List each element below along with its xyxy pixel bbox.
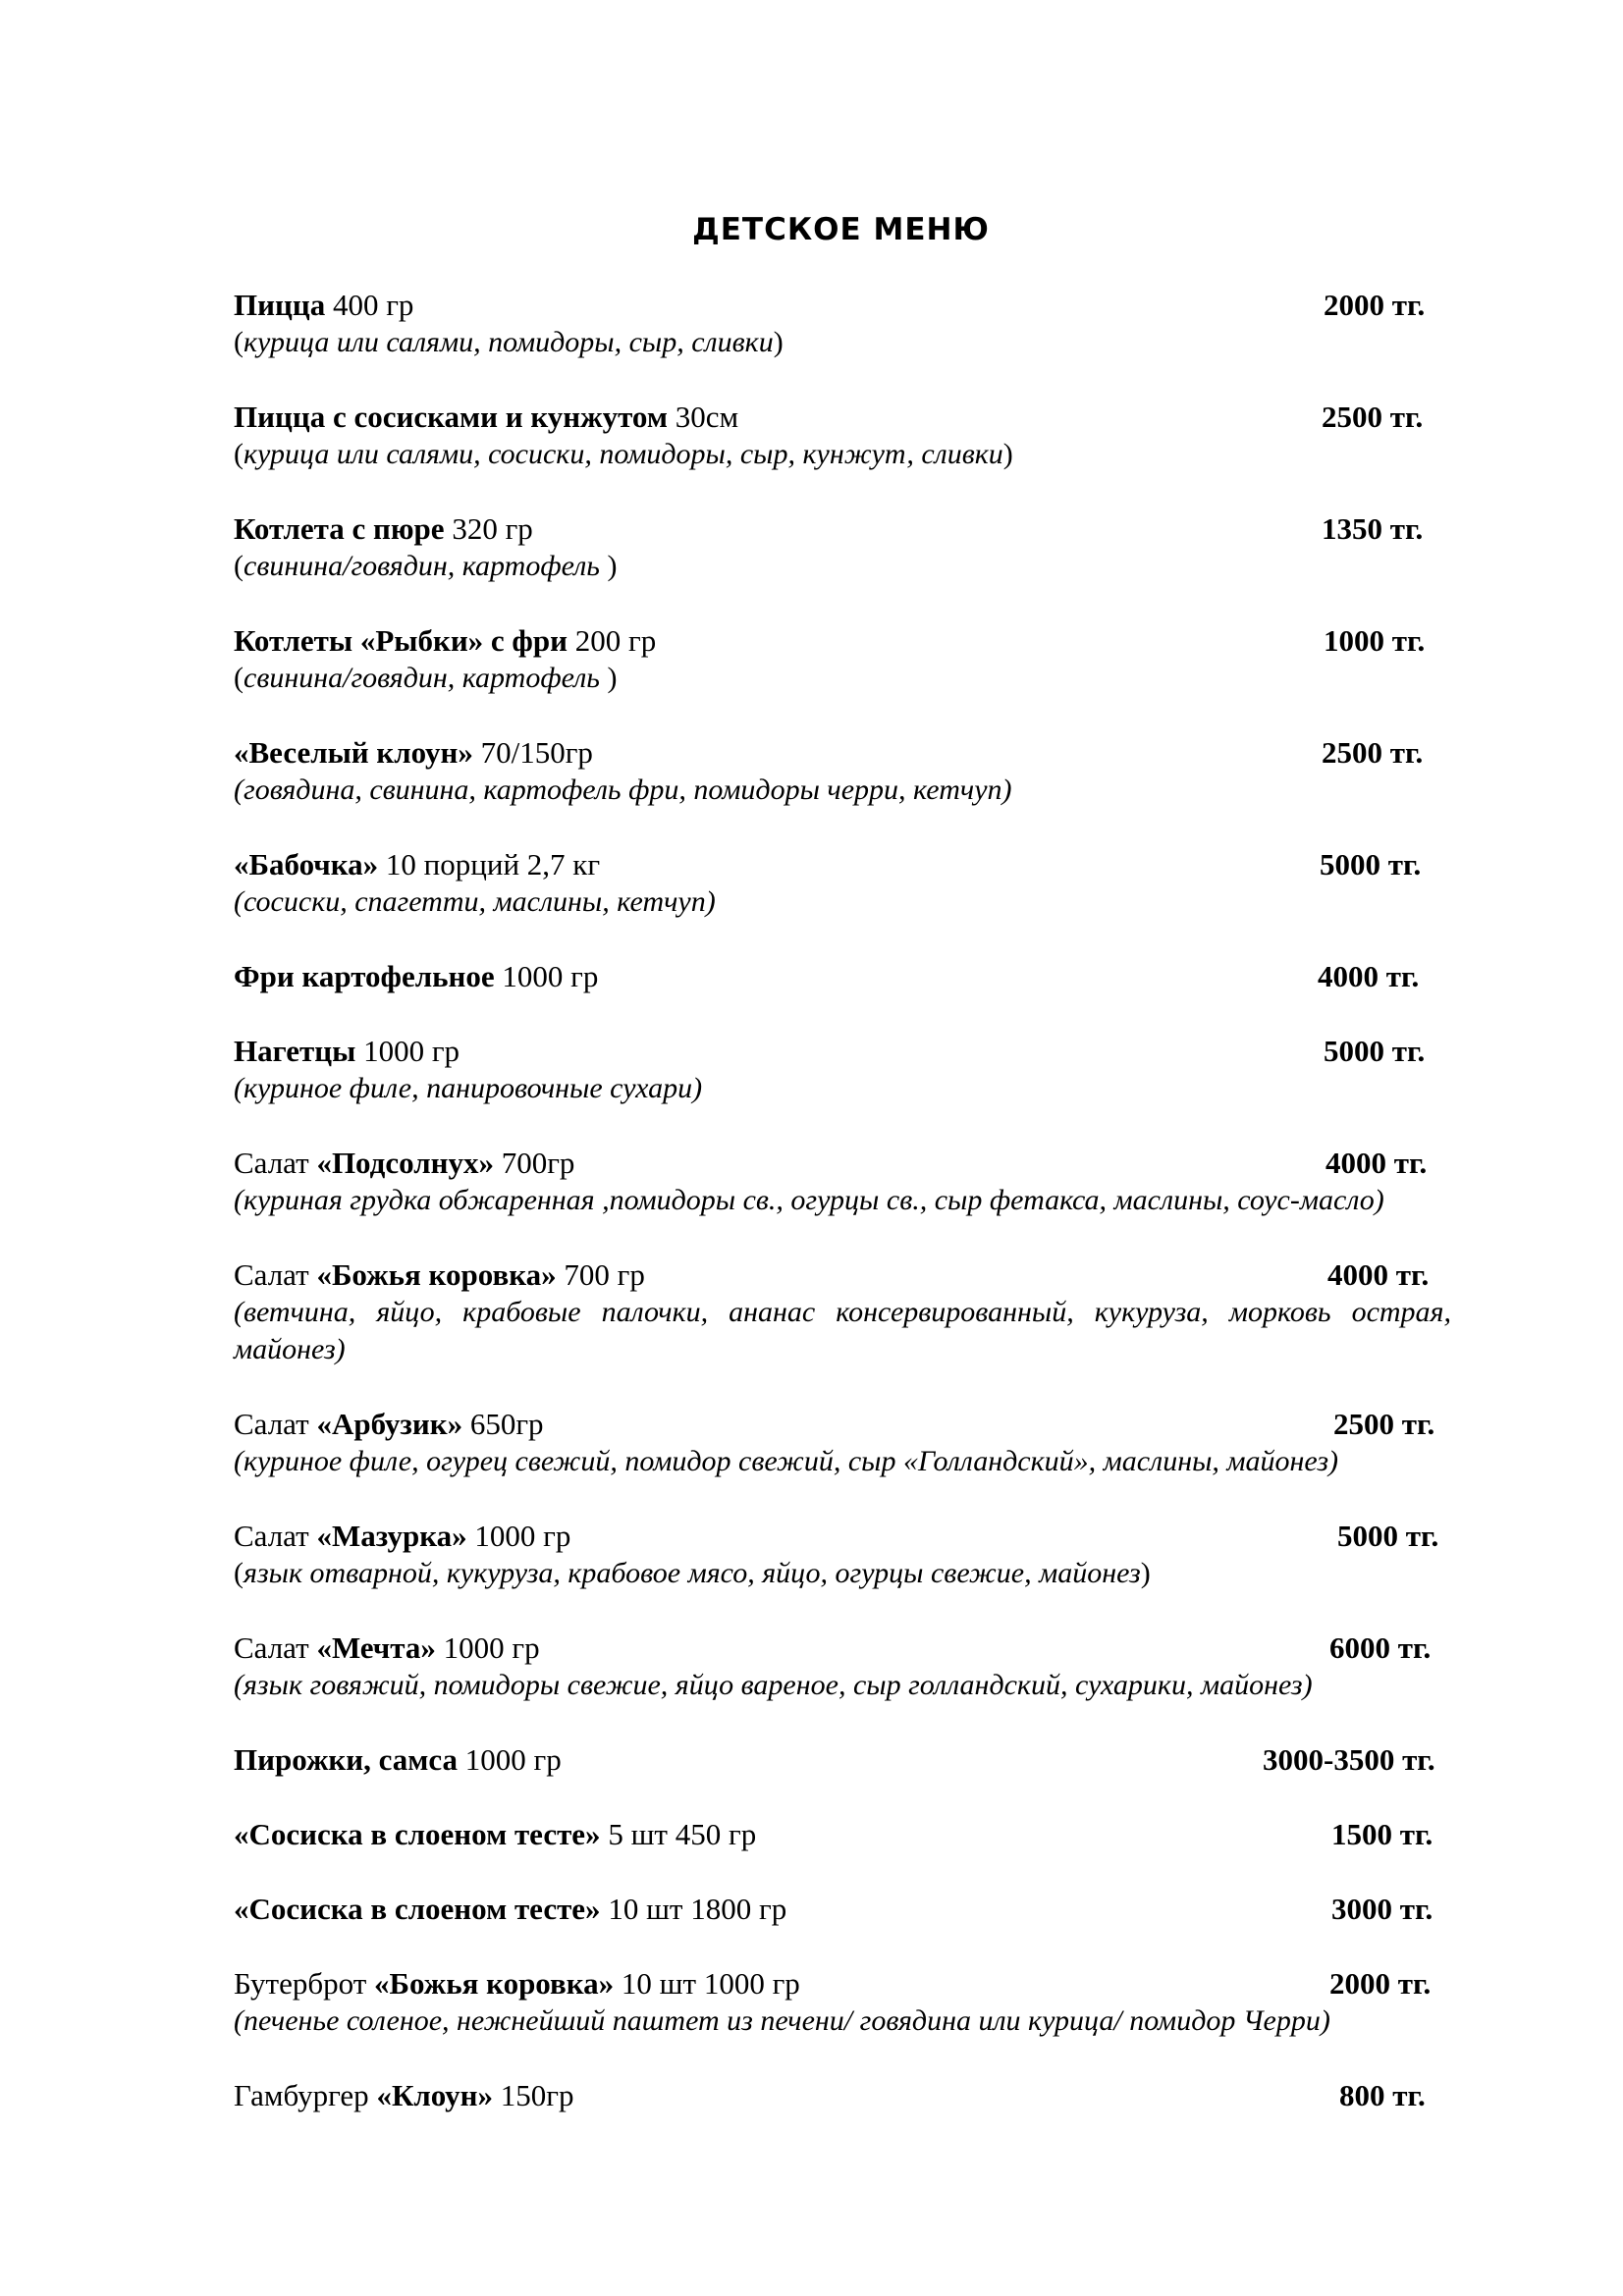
item-weight: 150гр xyxy=(493,2078,574,2112)
item-description: (куриное филе, панировочные сухари) xyxy=(234,1072,703,1104)
menu-item xyxy=(234,399,1451,473)
item-prefix: Салат xyxy=(234,1146,317,1180)
menu-item xyxy=(234,734,1451,809)
item-line xyxy=(234,1256,1451,1294)
item-price: 800 тг. xyxy=(1339,2078,1426,2112)
item-line xyxy=(234,1518,1451,1555)
item-name: Фри картофельное xyxy=(234,959,495,993)
item-weight: 10 шт 1800 гр xyxy=(600,1892,787,1926)
menu-item xyxy=(234,1741,1451,1779)
item-price: 3000-3500 тг. xyxy=(1263,1742,1435,1777)
item-prefix: Салат xyxy=(234,1257,317,1292)
item-name: Пирожки, самса xyxy=(234,1742,459,1777)
item-weight: 320 гр xyxy=(444,511,533,546)
item-line xyxy=(234,2077,1451,2114)
menu-item xyxy=(234,1891,1451,1928)
item-price: 4000 тг. xyxy=(1318,959,1420,993)
item-price: 5000 тг. xyxy=(1337,1519,1439,1553)
item-weight: 10 порций 2,7 кг xyxy=(378,847,601,881)
item-price: 6000 тг. xyxy=(1329,1630,1432,1665)
item-description: (сосиски, спагетти, маслины, кетчуп) xyxy=(234,885,716,918)
item-prefix: Бутерброт xyxy=(234,1966,374,2001)
item-price: 2000 тг. xyxy=(1329,1966,1432,2001)
menu-item xyxy=(234,846,1451,921)
item-weight: 700гр xyxy=(493,1146,575,1180)
menu-item xyxy=(234,1256,1451,1368)
item-price: 1000 тг. xyxy=(1324,623,1426,658)
menu-item xyxy=(234,1816,1451,1853)
item-line xyxy=(234,1741,1451,1779)
item-description: (свинина/говядин, картофель ) xyxy=(234,662,618,694)
menu-item xyxy=(234,1965,1451,2040)
item-prefix: Салат xyxy=(234,1519,317,1553)
menu-item xyxy=(234,510,1451,585)
item-description: (курица или салями, сосиски, помидоры, сыр, кунжут, сливки) xyxy=(234,438,1013,470)
item-name: «Божья коровка» xyxy=(316,1257,557,1292)
item-name: «Сосиска в слоеном тесте» xyxy=(234,1892,601,1926)
item-name: «Веселый клоун» xyxy=(234,735,473,770)
menu-list xyxy=(234,287,1451,2152)
item-line xyxy=(234,399,1451,436)
item-price: 5000 тг. xyxy=(1324,1034,1426,1068)
item-line xyxy=(234,622,1451,660)
item-name: «Клоун» xyxy=(376,2078,493,2112)
item-description: (печенье соленое, нежнейший паштет из печени/ говядина или курица/ помидор Черри) xyxy=(234,2004,1330,2037)
item-line xyxy=(234,1965,1451,2002)
item-name: Котлета с пюре xyxy=(234,511,445,546)
item-name: Нагетцы xyxy=(234,1034,356,1068)
item-line xyxy=(234,287,1451,324)
item-description: (язык отварной, кукуруза, крабовое мясо, яйцо, огурцы свежие, майонез) xyxy=(234,1557,1151,1589)
menu-item xyxy=(234,1406,1451,1480)
item-line xyxy=(234,734,1451,772)
item-description: (говядина, свинина, картофель фри, помидоры черри, кетчуп) xyxy=(234,774,1012,806)
item-price: 1500 тг. xyxy=(1331,1817,1434,1851)
item-line xyxy=(234,1816,1451,1853)
item-price: 2500 тг. xyxy=(1322,735,1424,770)
item-line xyxy=(234,846,1451,883)
item-prefix: Гамбургер xyxy=(234,2078,377,2112)
item-description: (куриное филе, огурец свежий, помидор свежий, сыр «Голландский», маслины, майонез) xyxy=(234,1445,1339,1477)
item-price: 4000 тг. xyxy=(1325,1146,1428,1180)
item-weight: 1000 гр xyxy=(435,1630,540,1665)
item-weight: 700 гр xyxy=(556,1257,645,1292)
menu-item xyxy=(234,1033,1451,1107)
item-name: «Сосиска в слоеном тесте» xyxy=(234,1817,601,1851)
item-line xyxy=(234,1629,1451,1667)
menu-item xyxy=(234,958,1451,995)
item-weight: 10 шт 1000 гр xyxy=(614,1966,800,2001)
menu-item xyxy=(234,287,1451,361)
item-weight: 1000 гр xyxy=(466,1519,571,1553)
item-name: «Мечта» xyxy=(316,1630,436,1665)
item-description: (ветчина, яйцо, крабовые палочки, ананас консервированный, кукуруза, морковь острая, майонез) xyxy=(234,1296,1451,1365)
item-price: 3000 тг. xyxy=(1331,1892,1434,1926)
menu-item xyxy=(234,1518,1451,1592)
item-name: «Бабочка» xyxy=(234,847,379,881)
item-line xyxy=(234,1406,1451,1443)
item-name: «Божья коровка» xyxy=(374,1966,615,2001)
item-weight: 400 гр xyxy=(325,288,414,322)
item-line xyxy=(234,1033,1451,1070)
item-description: (язык говяжий, помидоры свежие, яйцо вареное, сыр голландский, сухарики, майонез) xyxy=(234,1669,1313,1701)
item-weight: 5 шт 450 гр xyxy=(600,1817,757,1851)
item-description: (курица или салями, помидоры, сыр, сливки) xyxy=(234,326,784,358)
item-weight: 1000 гр xyxy=(355,1034,460,1068)
item-prefix: Салат xyxy=(234,1407,317,1441)
item-weight: 1000 гр xyxy=(494,959,599,993)
item-name: «Мазурка» xyxy=(316,1519,467,1553)
item-price: 2500 тг. xyxy=(1322,400,1424,434)
item-line xyxy=(234,510,1451,548)
menu-item xyxy=(234,1629,1451,1704)
item-name: «Арбузик» xyxy=(316,1407,463,1441)
item-description: (свинина/говядин, картофель ) xyxy=(234,550,618,582)
item-price: 2000 тг. xyxy=(1324,288,1426,322)
item-price: 1350 тг. xyxy=(1322,511,1424,546)
item-line xyxy=(234,1145,1451,1182)
item-weight: 200 гр xyxy=(568,623,657,658)
item-price: 2500 тг. xyxy=(1333,1407,1435,1441)
menu-item xyxy=(234,1145,1451,1219)
menu-item xyxy=(234,622,1451,697)
item-name: Пицца xyxy=(234,288,326,322)
item-price: 5000 тг. xyxy=(1320,847,1422,881)
item-weight: 30см xyxy=(667,400,739,434)
item-weight: 650гр xyxy=(462,1407,544,1441)
item-line xyxy=(234,958,1451,995)
item-line xyxy=(234,1891,1451,1928)
item-name: Пицца с сосисками и кунжутом xyxy=(234,400,668,434)
item-price: 4000 тг. xyxy=(1327,1257,1430,1292)
item-weight: 70/150гр xyxy=(472,735,593,770)
page-title: ДЕТСКОЕ МЕНЮ xyxy=(692,212,990,247)
item-description: (куриная грудка обжаренная ,помидоры св., огурцы св., сыр фетакса, маслины, соус-масло) xyxy=(234,1184,1384,1216)
menu-item xyxy=(234,2077,1451,2114)
item-name: «Подсолнух» xyxy=(316,1146,494,1180)
item-prefix: Салат xyxy=(234,1630,317,1665)
item-weight: 1000 гр xyxy=(458,1742,562,1777)
item-name: Котлеты «Рыбки» с фри xyxy=(234,623,568,658)
